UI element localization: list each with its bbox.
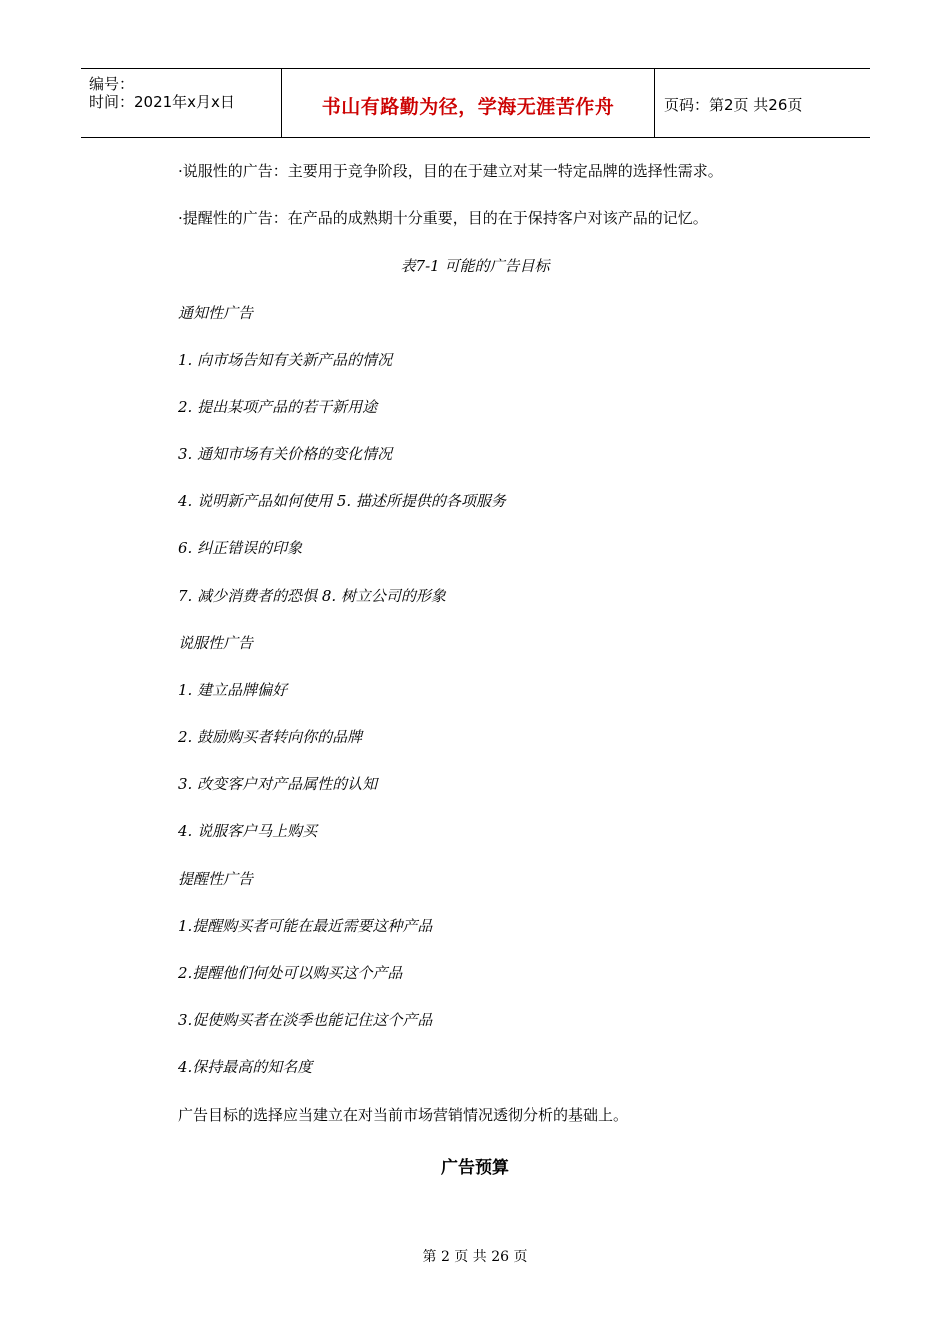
document-number-label: 编号： [89,75,135,93]
table-caption: 表7-1 可能的广告目标 [400,257,550,275]
list-item: 6. 纠正错误的印象 [178,539,303,557]
header-center-cell [281,69,655,137]
list-item: 4. 说明新产品如何使用 5. 描述所提供的各项服务 [178,492,506,510]
reminder-ad-title: 提醒性广告 [178,870,254,888]
paragraph-reminder-ad: ·提醒性的广告：在产品的成熟期十分重要，目的在于保持客户对该产品的记忆。 [178,209,708,227]
paragraph-persuasive-ad: ·说服性的广告：主要用于竞争阶段，目的在于建立对某一特定品牌的选择性需求。 [178,162,723,180]
informative-ad-title: 通知性广告 [178,304,254,322]
list-item: 3. 通知市场有关价格的变化情况 [178,445,393,463]
header-right-cell [654,69,870,137]
conclusion-paragraph: 广告目标的选择应当建立在对当前市场营销情况透彻分析的基础上。 [178,1106,629,1124]
section-heading: 广告预算 [441,1158,509,1178]
list-item: 4. 说服客户马上购买 [178,822,318,840]
page-header [81,68,870,138]
list-item: 2.提醒他们何处可以购买这个产品 [178,964,403,982]
header-motto: 书山有路勤为径，学海无涯苦作舟 [321,96,615,118]
page-footer: 第 2 页 共 26 页 [422,1249,528,1265]
list-item: 2. 提出某项产品的若干新用途 [178,398,378,416]
persuasive-ad-title: 说服性广告 [178,634,254,652]
list-item: 3.促使购买者在淡季也能记住这个产品 [178,1011,433,1029]
list-item: 3. 改变客户对产品属性的认知 [178,775,378,793]
list-item: 7. 减少消费者的恐惧 8. 树立公司的形象 [178,587,446,605]
list-item: 1.提醒购买者可能在最近需要这种产品 [178,917,433,935]
list-item: 4.保持最高的知名度 [178,1058,313,1076]
header-left-cell [81,69,281,137]
document-date-label: 时间：2021年x月x日 [89,93,235,111]
list-item: 2. 鼓励购买者转向你的品牌 [178,728,363,746]
list-item: 1. 向市场告知有关新产品的情况 [178,351,393,369]
header-page-info: 页码：第2页 共26页 [664,96,803,114]
list-item: 1. 建立品牌偏好 [178,681,288,699]
